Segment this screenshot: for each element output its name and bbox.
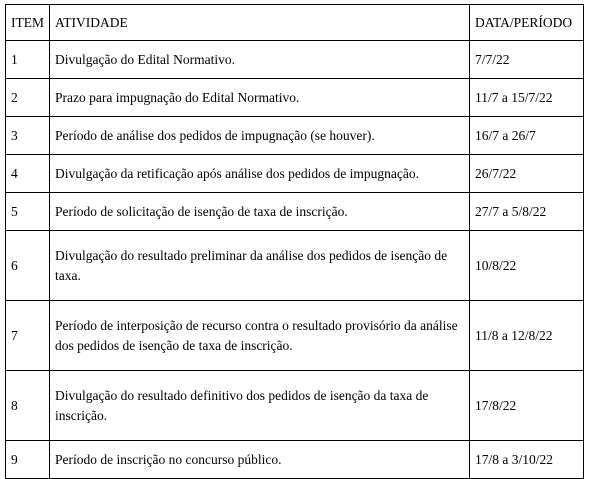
header-item: ITEM [6,5,50,41]
row-activity: Divulgação do Edital Normativo. [50,41,470,79]
row-item: 3 [6,117,50,155]
row-date: 7/7/22 [470,41,584,79]
header-date: DATA/PERÍODO [470,5,584,41]
row-activity: Prazo para impugnação do Edital Normativo. [50,79,470,117]
row-item: 1 [6,41,50,79]
row-date: 17/8/22 [470,371,584,441]
table-row [6,231,584,301]
row-activity: Período de interposição de recurso contra o resultado provisório da análise dos pedidos de isenção de taxa de inscrição. [50,301,470,371]
row-item: 6 [6,231,50,301]
table-row [6,79,584,117]
row-item: 9 [6,441,50,479]
row-date: 17/8 a 3/10/22 [470,441,584,479]
table-row [6,371,584,441]
row-item: 5 [6,193,50,231]
row-item: 2 [6,79,50,117]
row-date: 10/8/22 [470,231,584,301]
table-header [6,5,584,41]
row-activity: Divulgação do resultado preliminar da análise dos pedidos de isenção de taxa. [50,231,470,301]
table-row [6,41,584,79]
table-row [6,301,584,371]
row-activity: Período de solicitação de isenção de taxa de inscrição. [50,193,470,231]
row-date: 11/8 a 12/8/22 [470,301,584,371]
table-row [6,193,584,231]
row-item: 7 [6,301,50,371]
schedule-table [5,4,584,479]
table-row [6,155,584,193]
row-activity: Divulgação da retificação após análise dos pedidos de impugnação. [50,155,470,193]
header-row [6,5,584,41]
row-date: 16/7 a 26/7 [470,117,584,155]
header-activity: ATIVIDADE [50,5,470,41]
row-date: 11/7 a 15/7/22 [470,79,584,117]
table-body [6,41,584,479]
row-activity: Período de inscrição no concurso público. [50,441,470,479]
row-item: 8 [6,371,50,441]
table-row [6,117,584,155]
row-date: 27/7 a 5/8/22 [470,193,584,231]
row-item: 4 [6,155,50,193]
row-activity: Período de análise dos pedidos de impugnação (se houver). [50,117,470,155]
table-row [6,441,584,479]
row-activity: Divulgação do resultado definitivo dos pedidos de isenção da taxa de inscrição. [50,371,470,441]
row-date: 26/7/22 [470,155,584,193]
